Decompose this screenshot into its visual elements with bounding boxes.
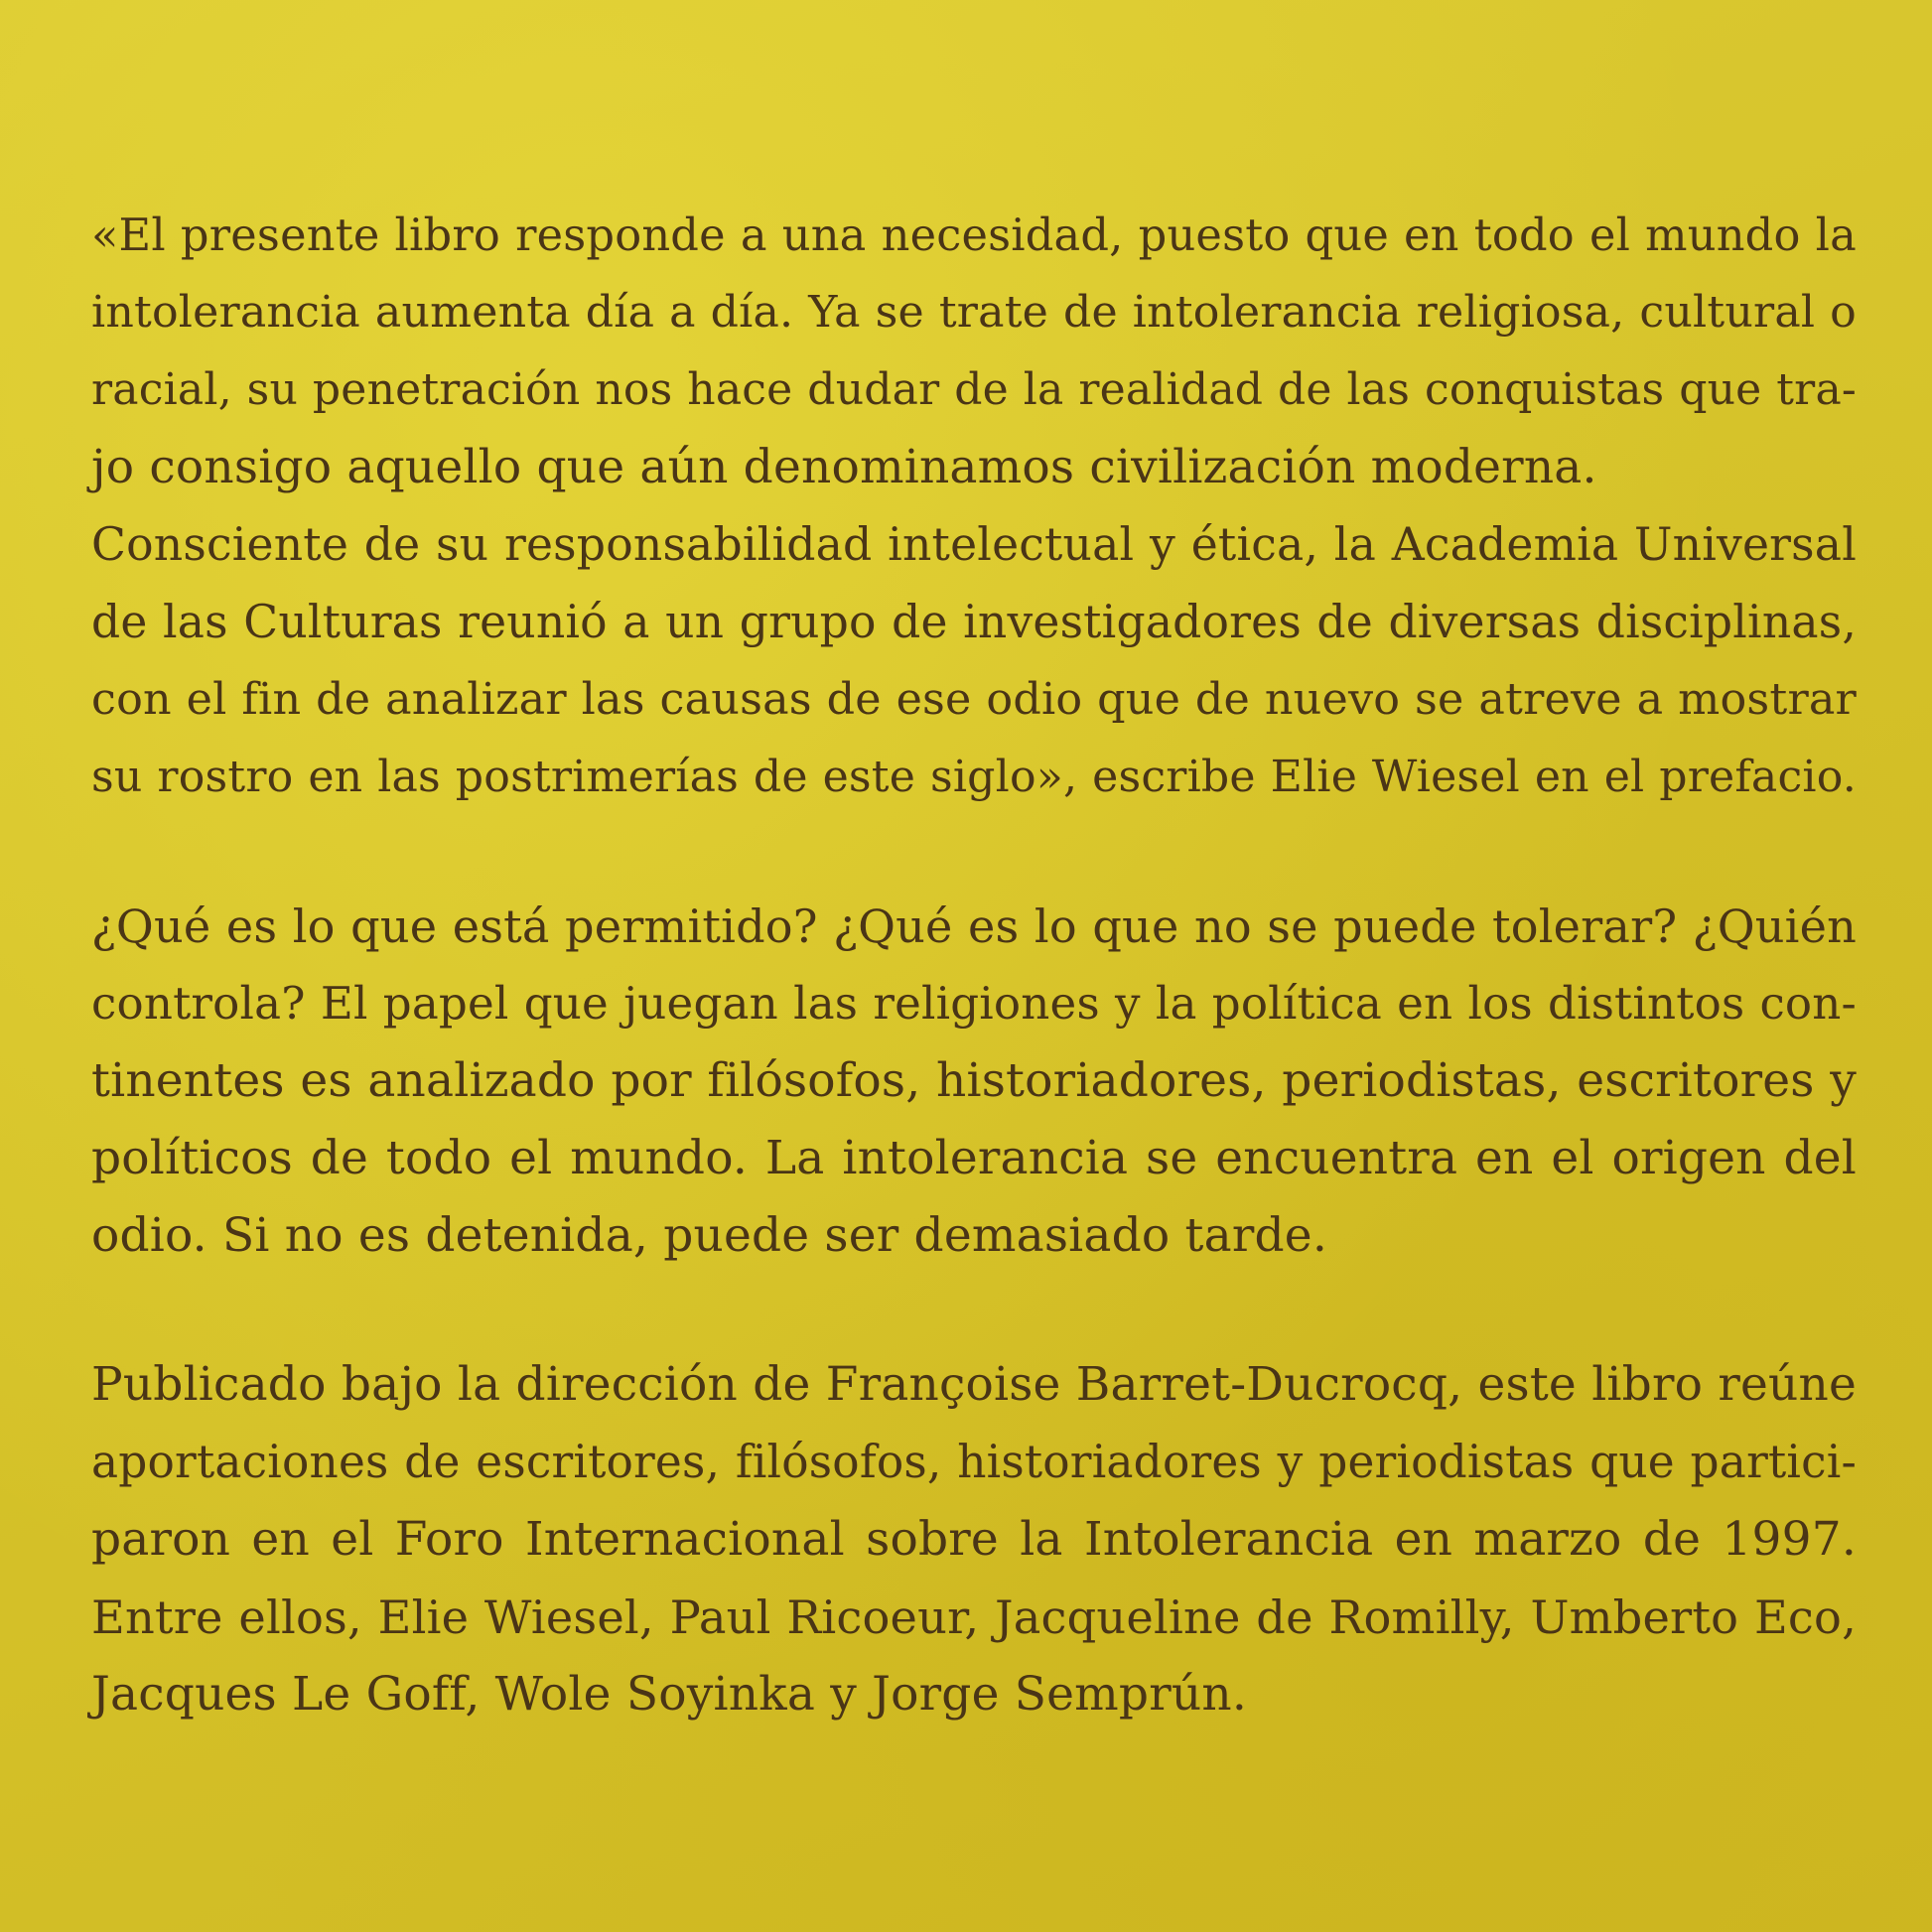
paragraph-line: «El presente libro responde a una necesidad, puesto que en todo el mundo la bbox=[91, 209, 1857, 261]
paragraph-line: ¿Qué es lo que está permitido? ¿Qué es lo que no se puede tolerar? ¿Quién bbox=[91, 899, 1857, 953]
paragraph-line: Consciente de su responsabilidad intelectual y ética, la Academia Universal bbox=[91, 518, 1857, 571]
paragraph-1 bbox=[91, 197, 1857, 816]
paragraph-line: aportaciones de escritores, filósofos, historiadores y periodistas que partici- bbox=[91, 1436, 1857, 1488]
paragraph-line: políticos de todo el mundo. La intolerancia se encuentra en el origen del bbox=[91, 1131, 1857, 1185]
paragraph-3 bbox=[91, 1346, 1857, 1733]
paragraph-gap bbox=[91, 1275, 1857, 1346]
blurb-text bbox=[91, 197, 1857, 1733]
paragraph-line: de las Culturas reunió a un grupo de investigadores de diversas disciplinas, bbox=[91, 596, 1857, 648]
paragraph-line: controla? El papel que juegan las religiones y la política en los distintos con- bbox=[91, 977, 1857, 1030]
paragraph-line: jo consigo aquello que aún denominamos civilización moderna. bbox=[91, 440, 1597, 494]
paragraph-line: Entre ellos, Elie Wiesel, Paul Ricoeur, Jacqueline de Romilly, Umberto Eco, bbox=[91, 1590, 1857, 1644]
paragraph-line: con el fin de analizar las causas de ese odio que de nuevo se atreve a mostrar bbox=[91, 674, 1857, 725]
paragraph-line: tinentes es analizado por filósofos, historiadores, periodistas, escritores y bbox=[91, 1053, 1857, 1108]
paragraph-line: Publicado bajo la dirección de Françoise Barret-Ducrocq, este libro reúne bbox=[91, 1357, 1857, 1412]
paragraph-line: racial, su penetración nos hace dudar de la realidad de las conquistas que tra- bbox=[91, 364, 1857, 415]
paragraph-line: odio. Si no es detenida, puede ser demasiado tarde. bbox=[91, 1208, 1327, 1263]
paragraph-line: paron en el Foro Internacional sobre la Intolerancia en marzo de 1997. bbox=[91, 1512, 1857, 1567]
paragraph-2 bbox=[91, 888, 1857, 1275]
paragraph-line: intolerancia aumenta día a día. Ya se trate de intolerancia religiosa, cultural o bbox=[91, 287, 1857, 338]
paragraph-line: Jacques Le Goff, Wole Soyinka y Jorge Semprún. bbox=[91, 1667, 1247, 1722]
paragraph-gap bbox=[91, 816, 1857, 888]
paragraph-line: su rostro en las postrimerías de este siglo», escribe Elie Wiesel en el prefacio. bbox=[91, 752, 1857, 802]
